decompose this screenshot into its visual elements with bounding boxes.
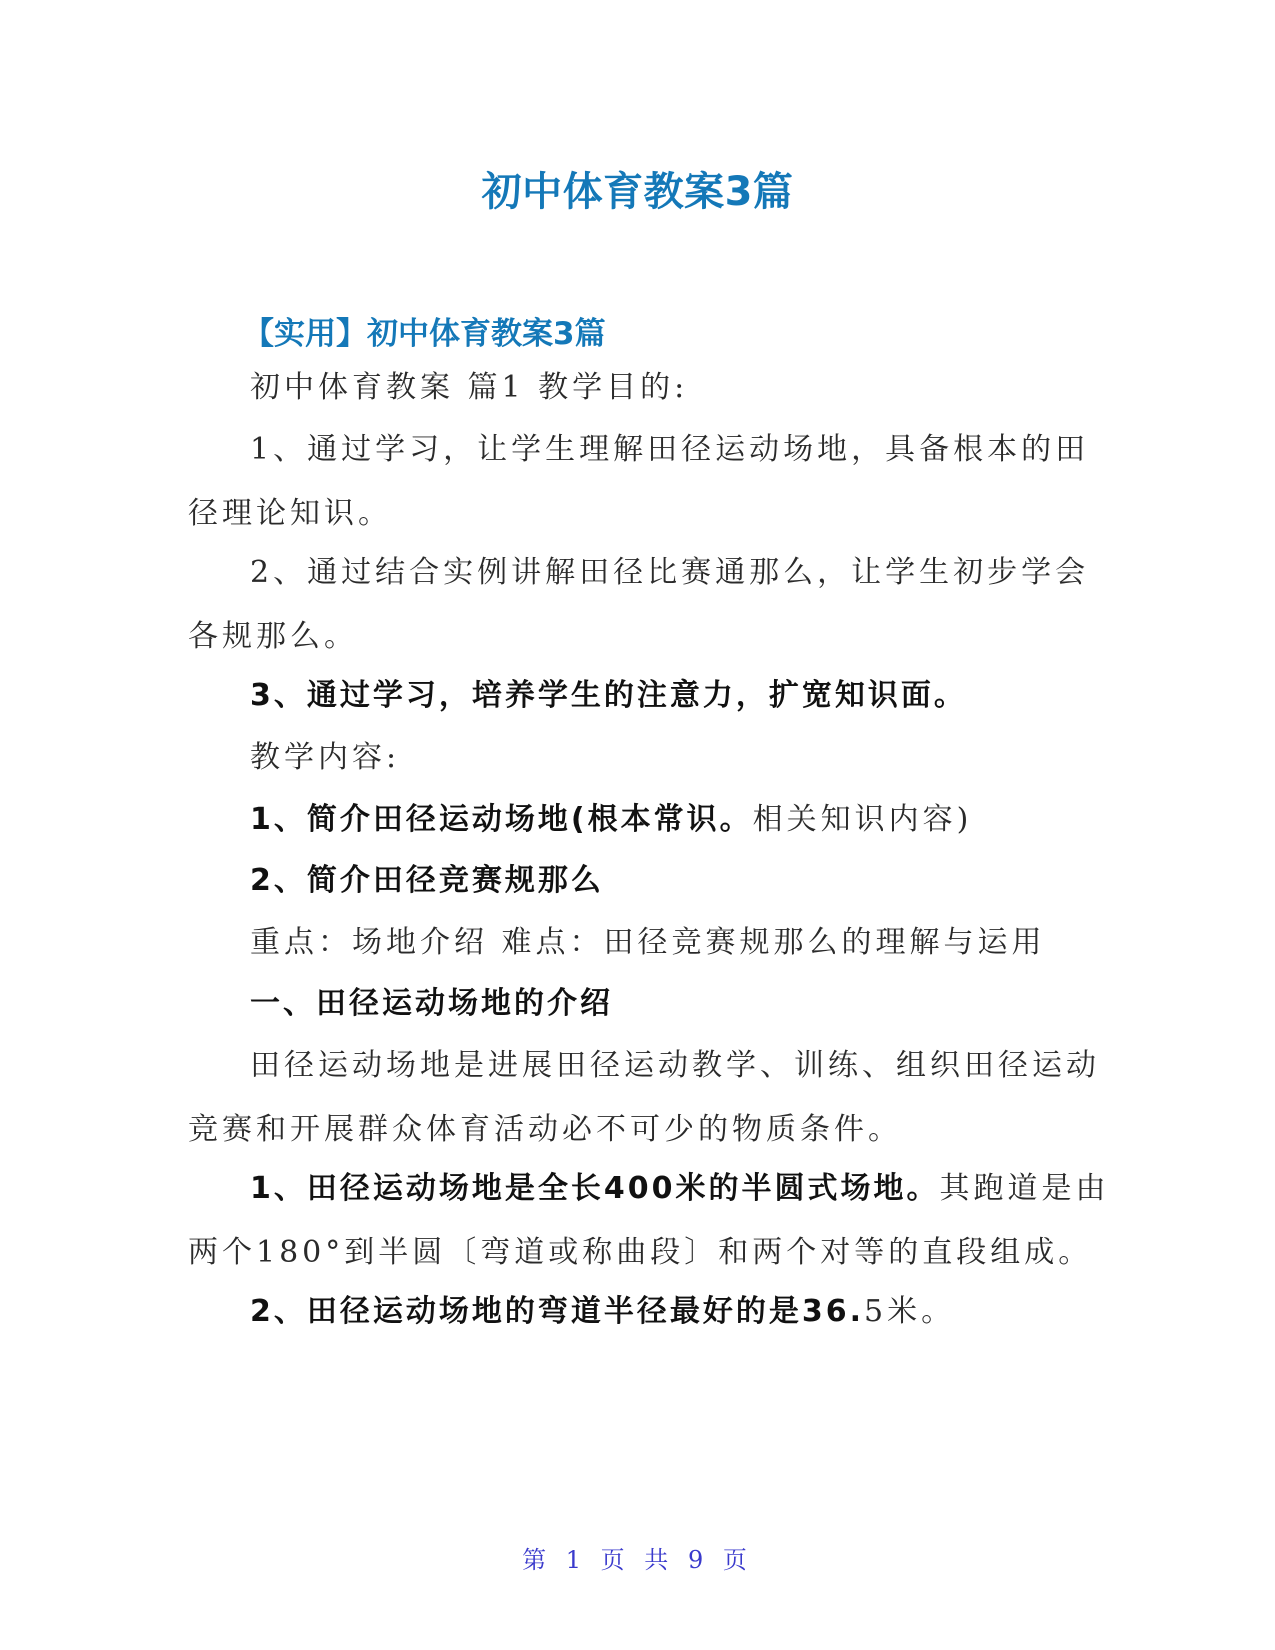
paragraph-text: 教学内容: [250,740,401,775]
paragraph-text: 各规那么。 [188,619,358,654]
plain-text: 5米。 [864,1294,956,1329]
paragraph-venue-1 [188,1157,1110,1285]
paragraph-goal-3 [188,664,1088,728]
paragraph-line [188,788,1088,852]
paragraph-text: 一、田径运动场地的介绍 [250,986,613,1021]
plain-text: 其跑道是由 [939,1171,1110,1206]
page-footer: 第 1 页 共 9 页 [522,1546,753,1574]
paragraph-key-points [188,911,1088,975]
paragraph-text: 径理论知识。 [188,496,392,531]
document-subtitle: 【实用】初中体育教案3篇 [243,316,606,352]
paragraph-text: 竞赛和开展群众体育活动必不可少的物质条件。 [188,1112,902,1147]
paragraph-text: 初中体育教案 篇1 教学目的: [250,370,689,405]
page-title: 初中体育教案3篇 [481,169,794,215]
paragraph-text: 2、通过结合实例讲解田径比赛通那么，让学生初步学会 [250,555,1090,590]
plain-text: 相关知识内容) [752,802,973,837]
paragraph-text: 重点：场地介绍 难点：田径竞赛规那么的理解与运用 [250,925,1046,960]
paragraph-text: 2、简介田径竞赛规那么 [250,863,604,898]
paragraph-text: 田径运动场地是进展田径运动教学、训练、组织田径运动 [250,1048,1100,1083]
paragraph-line [188,1280,1088,1344]
paragraph-content-1 [188,788,1088,852]
paragraph-goal-1 [188,418,1088,546]
paragraph-goal-2 [188,541,1088,669]
paragraph-line [188,1157,1110,1221]
paragraph-content-2 [188,849,1088,913]
paragraph-venue-intro [188,1034,1100,1162]
paragraph-venue-2 [188,1280,1088,1344]
paragraph-text: 1、通过学习，让学生理解田径运动场地，具备根本的田 [250,432,1090,467]
bold-text: 1、田径运动场地是全长400米的半圆式场地。 [250,1171,940,1206]
paragraph-text: 3、通过学习，培养学生的注意力，扩宽知识面。 [250,678,967,713]
paragraph-content-heading [188,726,1088,790]
paragraph-intro [188,356,1088,420]
bold-text: 1、简介田径运动场地(根本常识。 [250,802,753,837]
paragraph-text: 两个180°到半圆〔弯道或称曲段〕和两个对等的直段组成。 [188,1235,1093,1270]
section-heading [188,972,1088,1036]
bold-text: 2、田径运动场地的弯道半径最好的是36. [250,1294,865,1329]
